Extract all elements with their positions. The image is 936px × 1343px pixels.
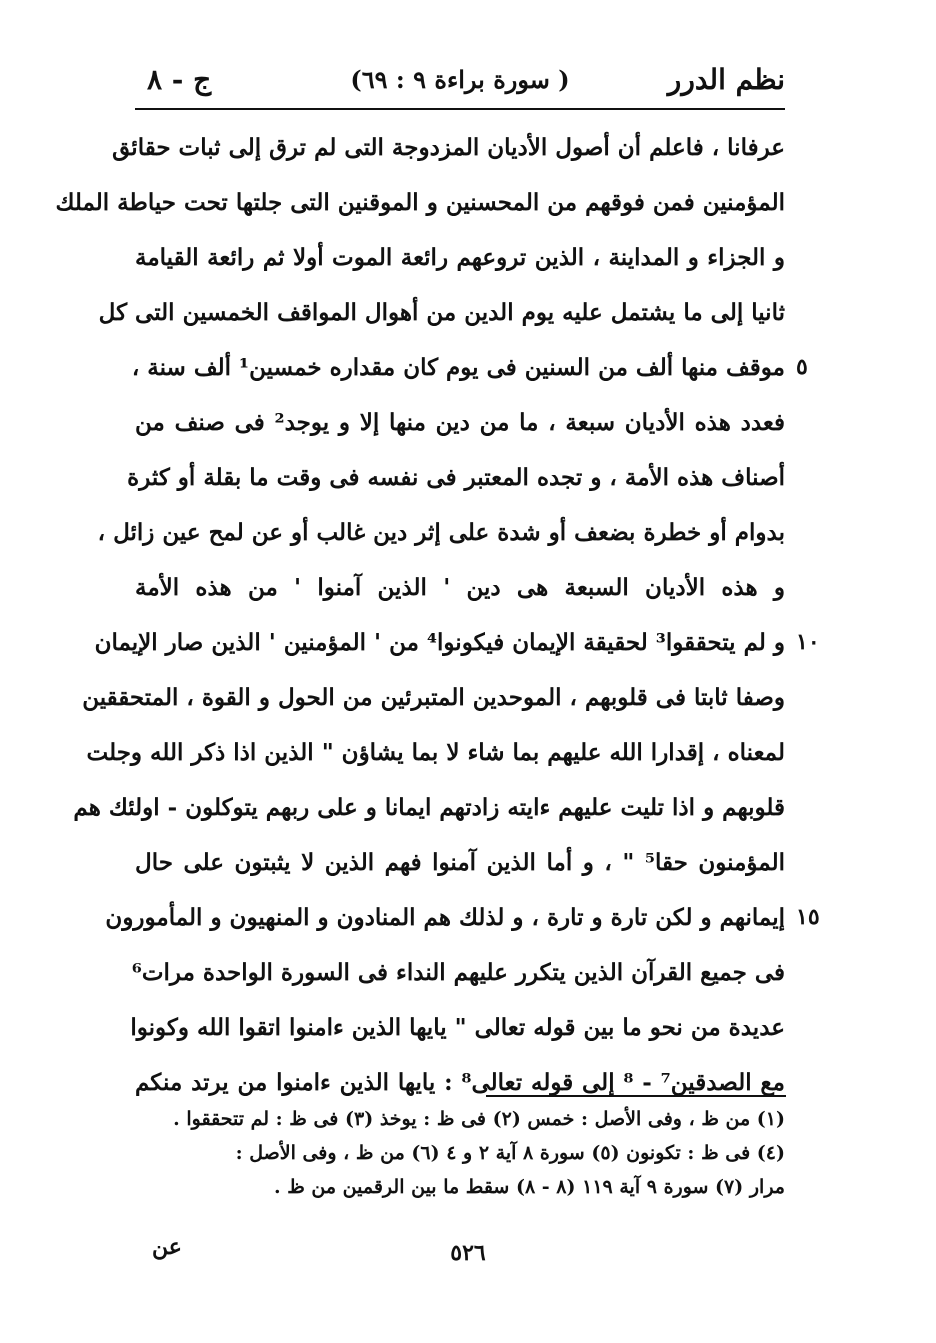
book-title: نظم الدرر <box>667 63 785 96</box>
footnote-line: (٤) فى ظ : تكونون (٥) سورة ٨ آية ٢ و ٤ (٦) من ظ ، وفى الأصل : <box>235 1142 785 1164</box>
footnote-line: مرار (٧) سورة ٩ آية ١١٩ (٨ - ٨) سقط ما بين الرقمين من ظ . <box>274 1176 785 1198</box>
catchword: عن <box>152 1234 182 1260</box>
text-line: أصناف هذه الأمة ، و تجده المعتبر فى نفسه فى وقت ما بقلة أو كثرة <box>127 464 785 491</box>
text-line: المؤمنون حقا⁵ " ، و أما الذين آمنوا فهم الذين لا يثبتون على حال <box>135 849 785 876</box>
line-number-10: ١٠ <box>796 629 820 655</box>
text-line: و لم يتحققوا³ لحقيقة الإيمان فيكونوا⁴ من ' المؤمنين ' الذين صار الإيمان <box>94 629 785 656</box>
text-line: المؤمنين فمن فوقهم من المحسنين و الموقنين التى جلتها تحت حياطة الملك <box>55 189 785 216</box>
text-line: و الجزاء و المداينة ، الذين تروعهم رائعة الموت أولا ثم رائعة القيامة <box>135 244 785 271</box>
header-rule <box>135 108 785 110</box>
line-number-5: ٥ <box>796 354 808 380</box>
text-line: عرفانا ، فاعلم أن أصول الأديان المزدوجة التى لم ترق إلى ثبات حقائق <box>112 134 785 161</box>
text-line: قلوبهم و اذا تليت عليهم ءايته زادتهم ايمانا و على ربهم يتوكلون - اولئك هم <box>73 794 785 821</box>
volume-number: ج - ٨ <box>147 63 212 96</box>
footnote-line: (١) من ظ ، وفى الأصل : خمس (٢) فى ظ : يوخذ (٣) فى ظ : لم تتحققوا . <box>173 1108 785 1130</box>
text-line: بدوام أو خطرة بضعف أو شدة على إثر دين غالب أو عن لمح عين زائل ، <box>97 519 785 546</box>
text-line: فى جميع القرآن الذين يتكرر عليهم النداء فى السورة الواحدة مرات⁶ <box>131 959 785 986</box>
text-line: عديدة من نحو ما بين قوله تعالى " يايها الذين ءامنوا اتقوا الله وكونوا <box>130 1014 785 1041</box>
text-line: و هذه الأديان السبعة هى دين ' الذين آمنوا ' من هذه الأمة <box>135 574 785 601</box>
text-line: موقف منها ألف من السنين فى يوم كان مقداره خمسين¹ ألف سنة ، <box>131 354 785 381</box>
footnote-rule <box>486 1095 786 1097</box>
text-line: إيمانهم و لكن تارة و تارة ، و لذلك هم المنادون و المنهيون و المأمورون <box>105 904 785 931</box>
line-number-15: ١٥ <box>796 904 820 930</box>
body-text <box>55 120 785 1110</box>
text-line: مع الصدقين⁷ - ⁸ إلى قوله تعالى⁸ : يايها الذين ءامنوا من يرتد منكم <box>135 1069 785 1096</box>
text-line: فعدد هذه الأديان سبعة ، ما من دين منها إلا و يوجد² فى صنف من <box>135 409 785 436</box>
footnotes <box>140 1102 785 1204</box>
text-line: وصفا ثابتا فى قلوبهم ، الموحدين المتبرئين من الحول و القوة ، المتحققين <box>82 684 785 711</box>
surah-reference: ( سورة براءة ٩ : ٦٩) <box>350 65 570 94</box>
running-header <box>135 58 785 102</box>
page-number: ٥٢٦ <box>450 1240 486 1266</box>
text-line: ثانيا إلى ما يشتمل عليه يوم الدين من أهوال المواقف الخمسين التى كل <box>98 299 785 326</box>
text-line: لمعناه ، إقدارا الله عليهم بما شاء لا بما يشاؤن " الذين اذا ذكر الله وجلت <box>86 739 785 766</box>
